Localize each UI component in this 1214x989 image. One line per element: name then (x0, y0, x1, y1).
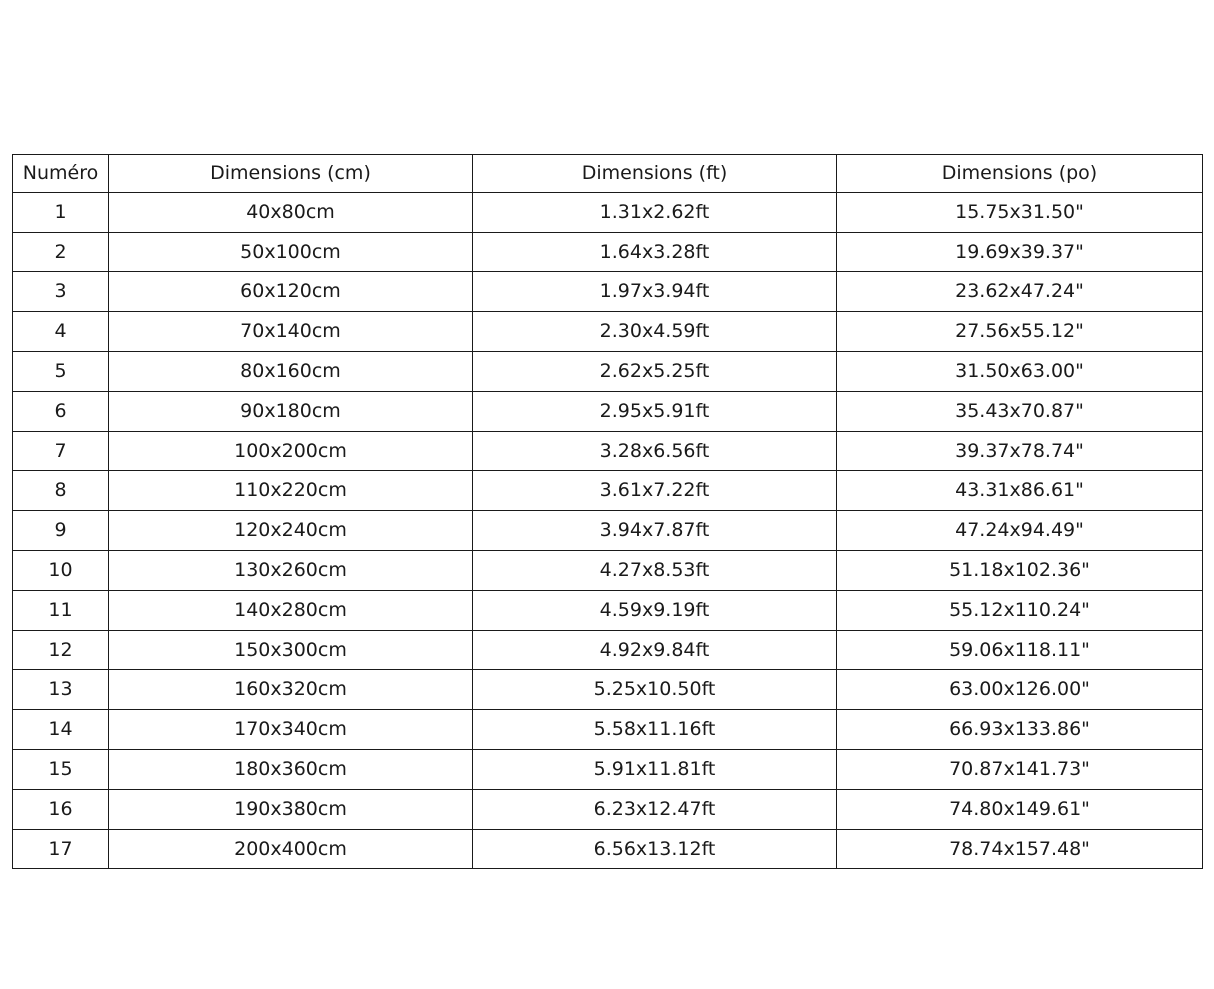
cell-dimensions-po: 55.12x110.24" (837, 590, 1203, 630)
cell-dimensions-cm: 90x180cm (109, 391, 473, 431)
cell-dimensions-po: 43.31x86.61" (837, 471, 1203, 511)
table-row (13, 789, 1203, 829)
table-row (13, 391, 1203, 431)
dimensions-table-container (12, 154, 1202, 869)
cell-dimensions-po: 66.93x133.86" (837, 710, 1203, 750)
dimensions-table (12, 154, 1203, 869)
table-row (13, 272, 1203, 312)
cell-dimensions-po: 15.75x31.50" (837, 192, 1203, 232)
cell-numero: 7 (13, 431, 109, 471)
cell-numero: 10 (13, 550, 109, 590)
cell-dimensions-po: 63.00x126.00" (837, 670, 1203, 710)
cell-dimensions-po: 59.06x118.11" (837, 630, 1203, 670)
cell-dimensions-cm: 40x80cm (109, 192, 473, 232)
cell-dimensions-ft: 1.97x3.94ft (473, 272, 837, 312)
column-header-dimensions-ft: Dimensions (ft) (473, 155, 837, 193)
cell-dimensions-cm: 150x300cm (109, 630, 473, 670)
cell-numero: 14 (13, 710, 109, 750)
cell-dimensions-ft: 5.25x10.50ft (473, 670, 837, 710)
table-row (13, 351, 1203, 391)
table-row (13, 312, 1203, 352)
cell-numero: 8 (13, 471, 109, 511)
cell-numero: 4 (13, 312, 109, 352)
cell-dimensions-cm: 50x100cm (109, 232, 473, 272)
cell-numero: 2 (13, 232, 109, 272)
cell-numero: 13 (13, 670, 109, 710)
cell-dimensions-cm: 190x380cm (109, 789, 473, 829)
cell-dimensions-po: 23.62x47.24" (837, 272, 1203, 312)
cell-dimensions-ft: 5.91x11.81ft (473, 749, 837, 789)
table-row (13, 471, 1203, 511)
table-row (13, 670, 1203, 710)
column-header-dimensions-cm: Dimensions (cm) (109, 155, 473, 193)
cell-dimensions-cm: 110x220cm (109, 471, 473, 511)
cell-dimensions-ft: 3.94x7.87ft (473, 511, 837, 551)
cell-dimensions-ft: 1.64x3.28ft (473, 232, 837, 272)
cell-dimensions-po: 19.69x39.37" (837, 232, 1203, 272)
cell-dimensions-ft: 4.27x8.53ft (473, 550, 837, 590)
cell-dimensions-cm: 60x120cm (109, 272, 473, 312)
cell-dimensions-po: 31.50x63.00" (837, 351, 1203, 391)
cell-numero: 17 (13, 829, 109, 869)
column-header-numero: Numéro (13, 155, 109, 193)
cell-dimensions-po: 51.18x102.36" (837, 550, 1203, 590)
cell-numero: 6 (13, 391, 109, 431)
cell-dimensions-cm: 120x240cm (109, 511, 473, 551)
table-row (13, 232, 1203, 272)
cell-dimensions-po: 39.37x78.74" (837, 431, 1203, 471)
table-row (13, 511, 1203, 551)
cell-dimensions-ft: 2.30x4.59ft (473, 312, 837, 352)
cell-dimensions-ft: 4.92x9.84ft (473, 630, 837, 670)
table-row (13, 630, 1203, 670)
table-row (13, 590, 1203, 630)
cell-dimensions-po: 70.87x141.73" (837, 749, 1203, 789)
cell-numero: 15 (13, 749, 109, 789)
table-body (13, 192, 1203, 869)
cell-dimensions-po: 27.56x55.12" (837, 312, 1203, 352)
table-row (13, 431, 1203, 471)
table-row (13, 192, 1203, 232)
cell-dimensions-ft: 2.62x5.25ft (473, 351, 837, 391)
cell-dimensions-ft: 6.23x12.47ft (473, 789, 837, 829)
cell-numero: 12 (13, 630, 109, 670)
cell-numero: 5 (13, 351, 109, 391)
cell-numero: 9 (13, 511, 109, 551)
table-row (13, 550, 1203, 590)
cell-dimensions-ft: 5.58x11.16ft (473, 710, 837, 750)
table-header-row (13, 155, 1203, 193)
cell-dimensions-ft: 2.95x5.91ft (473, 391, 837, 431)
cell-dimensions-cm: 170x340cm (109, 710, 473, 750)
cell-dimensions-cm: 130x260cm (109, 550, 473, 590)
cell-dimensions-po: 35.43x70.87" (837, 391, 1203, 431)
cell-dimensions-ft: 4.59x9.19ft (473, 590, 837, 630)
cell-dimensions-po: 74.80x149.61" (837, 789, 1203, 829)
cell-numero: 1 (13, 192, 109, 232)
table-row (13, 710, 1203, 750)
cell-numero: 3 (13, 272, 109, 312)
cell-dimensions-cm: 160x320cm (109, 670, 473, 710)
cell-dimensions-cm: 140x280cm (109, 590, 473, 630)
cell-dimensions-cm: 80x160cm (109, 351, 473, 391)
cell-dimensions-cm: 200x400cm (109, 829, 473, 869)
cell-dimensions-cm: 180x360cm (109, 749, 473, 789)
cell-dimensions-cm: 100x200cm (109, 431, 473, 471)
cell-dimensions-ft: 6.56x13.12ft (473, 829, 837, 869)
cell-dimensions-po: 78.74x157.48" (837, 829, 1203, 869)
cell-numero: 11 (13, 590, 109, 630)
table-row (13, 829, 1203, 869)
table-head (13, 155, 1203, 193)
cell-dimensions-ft: 3.61x7.22ft (473, 471, 837, 511)
cell-dimensions-po: 47.24x94.49" (837, 511, 1203, 551)
cell-dimensions-cm: 70x140cm (109, 312, 473, 352)
table-row (13, 749, 1203, 789)
cell-dimensions-ft: 1.31x2.62ft (473, 192, 837, 232)
column-header-dimensions-po: Dimensions (po) (837, 155, 1203, 193)
cell-numero: 16 (13, 789, 109, 829)
cell-dimensions-ft: 3.28x6.56ft (473, 431, 837, 471)
